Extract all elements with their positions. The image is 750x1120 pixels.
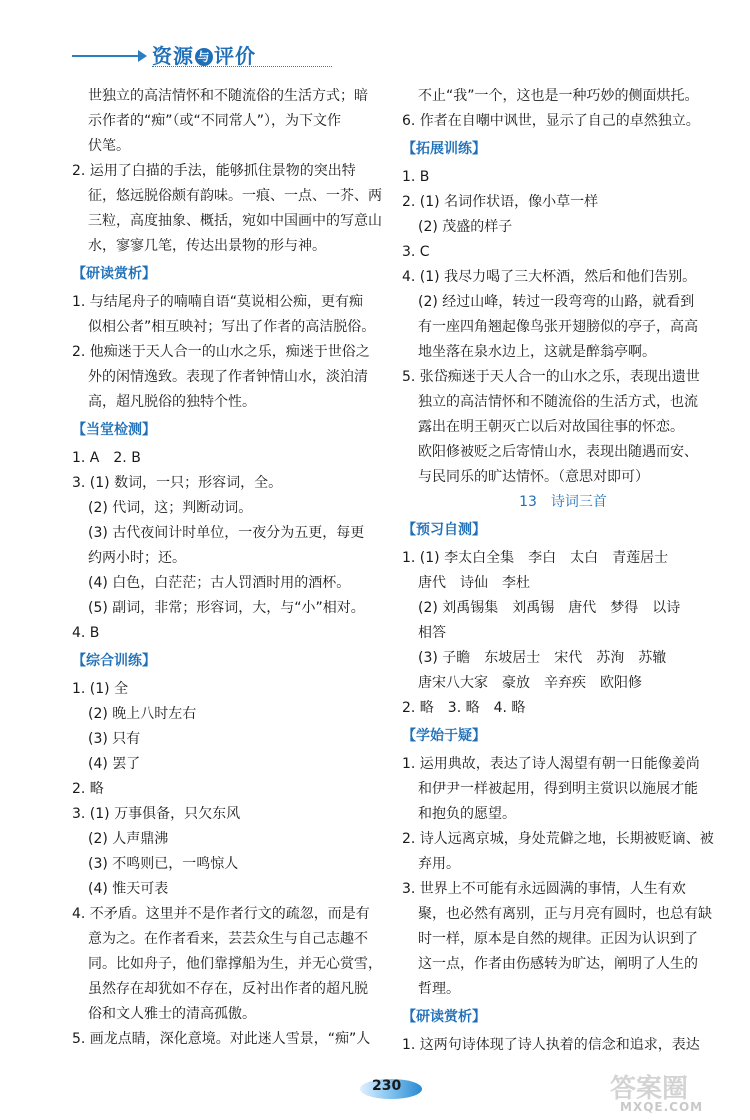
text-line: 1. B bbox=[402, 169, 430, 185]
text-line: 露出在明王朝灭亡以后对故国往事的怀恋。 bbox=[418, 419, 684, 435]
arrow-icon bbox=[138, 50, 147, 62]
text-line: 2. 他痴迷于天人合一的山水之乐，痴迷于世俗之 bbox=[72, 344, 370, 360]
text-line: 虽然存在却犹如不存在，反衬出作者的超凡脱 bbox=[88, 981, 368, 997]
text-line: 5. 张岱痴迷于天人合一的山水之乐，表现出遗世 bbox=[402, 369, 700, 385]
section-heading: 【学始于疑】 bbox=[402, 728, 486, 744]
lesson-title: 13 诗词三首 bbox=[519, 494, 607, 510]
section-heading: 【研读赏析】 bbox=[402, 1009, 486, 1025]
text-line: 相答 bbox=[418, 625, 446, 641]
text-line: 1. (1) 全 bbox=[72, 681, 129, 697]
text-line: (5) 副词，非常；形容词，大，与“小”相对。 bbox=[88, 600, 365, 616]
text-line: 高，超凡脱俗的独特个性。 bbox=[88, 394, 256, 410]
watermark-top: 答案圈 bbox=[610, 1074, 689, 1104]
text-line: 2. 诗人远离京城，身处荒僻之地，长期被贬谪、被 bbox=[402, 831, 714, 847]
text-line: 意为之。在作者看来，芸芸众生与自己志趣不 bbox=[88, 931, 368, 947]
text-line: 聚，也必然有离别，正与月亮有圆时，也总有缺 bbox=[418, 906, 712, 922]
header-title-pre: 资源 bbox=[152, 44, 194, 68]
text-line: 外的闲情逸致。表现了作者钟情山水，淡泊清 bbox=[88, 369, 368, 385]
section-heading: 【综合训练】 bbox=[72, 653, 156, 669]
text-line: 3. C bbox=[402, 244, 430, 260]
text-line: (3) 子瞻 东坡居士 宋代 苏洵 苏辙 bbox=[418, 650, 667, 666]
page-header bbox=[72, 38, 262, 68]
text-line: 3. (1) 万事俱备，只欠东风 bbox=[72, 806, 241, 822]
text-line: 唐宋八大家 豪放 辛弃疾 欧阳修 bbox=[418, 675, 642, 691]
left-column bbox=[72, 84, 390, 1052]
text-line: 3. (1) 数词，一只；形容词，全。 bbox=[72, 475, 283, 491]
section-heading: 【研读赏析】 bbox=[72, 266, 156, 282]
text-line: 地坐落在泉水边上，这就是醉翁亭啊。 bbox=[418, 344, 656, 360]
text-line: (2) 人声鼎沸 bbox=[88, 831, 169, 847]
page-number: 230 bbox=[372, 1078, 402, 1094]
text-line: 哲理。 bbox=[418, 981, 460, 997]
text-line: 三粒，高度抽象、概括，宛如中国画中的写意山 bbox=[88, 213, 382, 229]
text-line: 1. A 2. B bbox=[72, 450, 141, 466]
watermark-logo bbox=[600, 1068, 740, 1116]
text-line: 4. (1) 我尽力喝了三大杯酒，然后和他们告别。 bbox=[402, 269, 697, 285]
text-line: 时一样，原本是自然的规律。正因为认识到了 bbox=[418, 931, 698, 947]
header-dotted-rule bbox=[152, 66, 332, 68]
text-line: 唐代 诗仙 李杜 bbox=[418, 575, 530, 591]
text-line: 3. 世界上不可能有永远圆满的事情，人生有欢 bbox=[402, 881, 686, 897]
text-line: 与民同乐的旷达情怀。（意思对即可） bbox=[418, 469, 649, 485]
text-line: 1. (1) 李太白全集 李白 太白 青莲居士 bbox=[402, 550, 669, 566]
section-heading: 【拓展训练】 bbox=[402, 141, 486, 157]
text-line: (2) 经过山峰，转过一段弯弯的山路，就看到 bbox=[418, 294, 695, 310]
text-line: (2) 代词，这；判断动词。 bbox=[88, 500, 253, 516]
text-line: (3) 只有 bbox=[88, 731, 141, 747]
text-line: 弃用。 bbox=[418, 856, 460, 872]
text-line: 独立的高洁情怀和不随流俗的生活方式，也流 bbox=[418, 394, 698, 410]
section-heading: 【当堂检测】 bbox=[72, 422, 156, 438]
text-line: (2) 刘禹锡集 刘禹锡 唐代 梦得 以诗 bbox=[418, 600, 681, 616]
text-line: 征，悠远脱俗颇有韵味。一痕、一点、一芥、两 bbox=[88, 188, 382, 204]
text-line: 和抱负的愿望。 bbox=[418, 806, 516, 822]
text-line: (2) 晚上八时左右 bbox=[88, 706, 197, 722]
text-line: 4. 不矛盾。这里并不是作者行文的疏忽，而是有 bbox=[72, 906, 370, 922]
text-line: 欧阳修被贬之后寄情山水，表现出随遇而安、 bbox=[418, 444, 698, 460]
text-line: 不止“我”一个，这也是一种巧妙的侧面烘托。 bbox=[418, 88, 699, 104]
text-line: 1. 这两句诗体现了诗人执着的信念和追求，表达 bbox=[402, 1037, 700, 1053]
text-line: 6. 作者在自嘲中讽世，显示了自己的卓然独立。 bbox=[402, 113, 700, 129]
header-title-yu: 与 bbox=[195, 48, 213, 66]
header-line bbox=[72, 55, 142, 57]
text-line: 约两小时；还。 bbox=[88, 550, 186, 566]
text-line: 伏笔。 bbox=[88, 138, 130, 154]
text-line: 似相公者”相互映衬；写出了作者的高洁脱俗。 bbox=[88, 319, 376, 335]
section-heading: 【预习自测】 bbox=[402, 522, 486, 538]
text-line: 世独立的高洁情怀和不随流俗的生活方式；暗 bbox=[88, 88, 368, 104]
header-title-post: 评价 bbox=[214, 44, 256, 68]
header-title bbox=[152, 40, 256, 69]
text-line: (3) 古代夜间计时单位，一夜分为五更，每更 bbox=[88, 525, 365, 541]
text-line: 有一座四角翘起像鸟张开翅膀似的亭子，高高 bbox=[418, 319, 698, 335]
text-line: 示作者的“痴”（或“不同常人”），为下文作 bbox=[88, 113, 342, 129]
text-line: 1. 与结尾舟子的喃喃自语“莫说相公痴，更有痴 bbox=[72, 294, 364, 310]
text-line: (2) 茂盛的样子 bbox=[418, 219, 513, 235]
text-line: 2. 略 bbox=[72, 781, 104, 797]
page-number-badge bbox=[360, 1075, 424, 1101]
right-column bbox=[402, 84, 724, 1058]
text-line: (3) 不鸣则已，一鸣惊人 bbox=[88, 856, 239, 872]
text-line: 2. 运用了白描的手法，能够抓住景物的突出特 bbox=[72, 163, 356, 179]
text-line: 4. B bbox=[72, 625, 100, 641]
text-line: 2. 略 3. 略 4. 略 bbox=[402, 700, 526, 716]
text-line: (4) 惟天可表 bbox=[88, 881, 169, 897]
text-line: 这一点，作者由伤感转为旷达，阐明了人生的 bbox=[418, 956, 698, 972]
text-line: 同。比如舟子，他们靠撑船为生，并无心赏雪， bbox=[88, 956, 382, 972]
text-line: 1. 运用典故，表达了诗人渴望有朝一日能像姜尚 bbox=[402, 756, 700, 772]
text-line: (4) 罢了 bbox=[88, 756, 141, 772]
text-line: 俗和文人雅士的清高孤傲。 bbox=[88, 1006, 256, 1022]
watermark-bottom: MXQE.COM bbox=[620, 1100, 704, 1114]
text-line: 2. (1) 名词作状语，像小草一样 bbox=[402, 194, 599, 210]
text-line: 5. 画龙点睛，深化意境。对此迷人雪景，“痴”人 bbox=[72, 1031, 371, 1047]
text-line: (4) 白色，白茫茫；古人罚酒时用的酒杯。 bbox=[88, 575, 351, 591]
text-line: 和伊尹一样被起用，得到明主赏识以施展才能 bbox=[418, 781, 698, 797]
text-line: 水，寥寥几笔，传达出景物的形与神。 bbox=[88, 238, 326, 254]
